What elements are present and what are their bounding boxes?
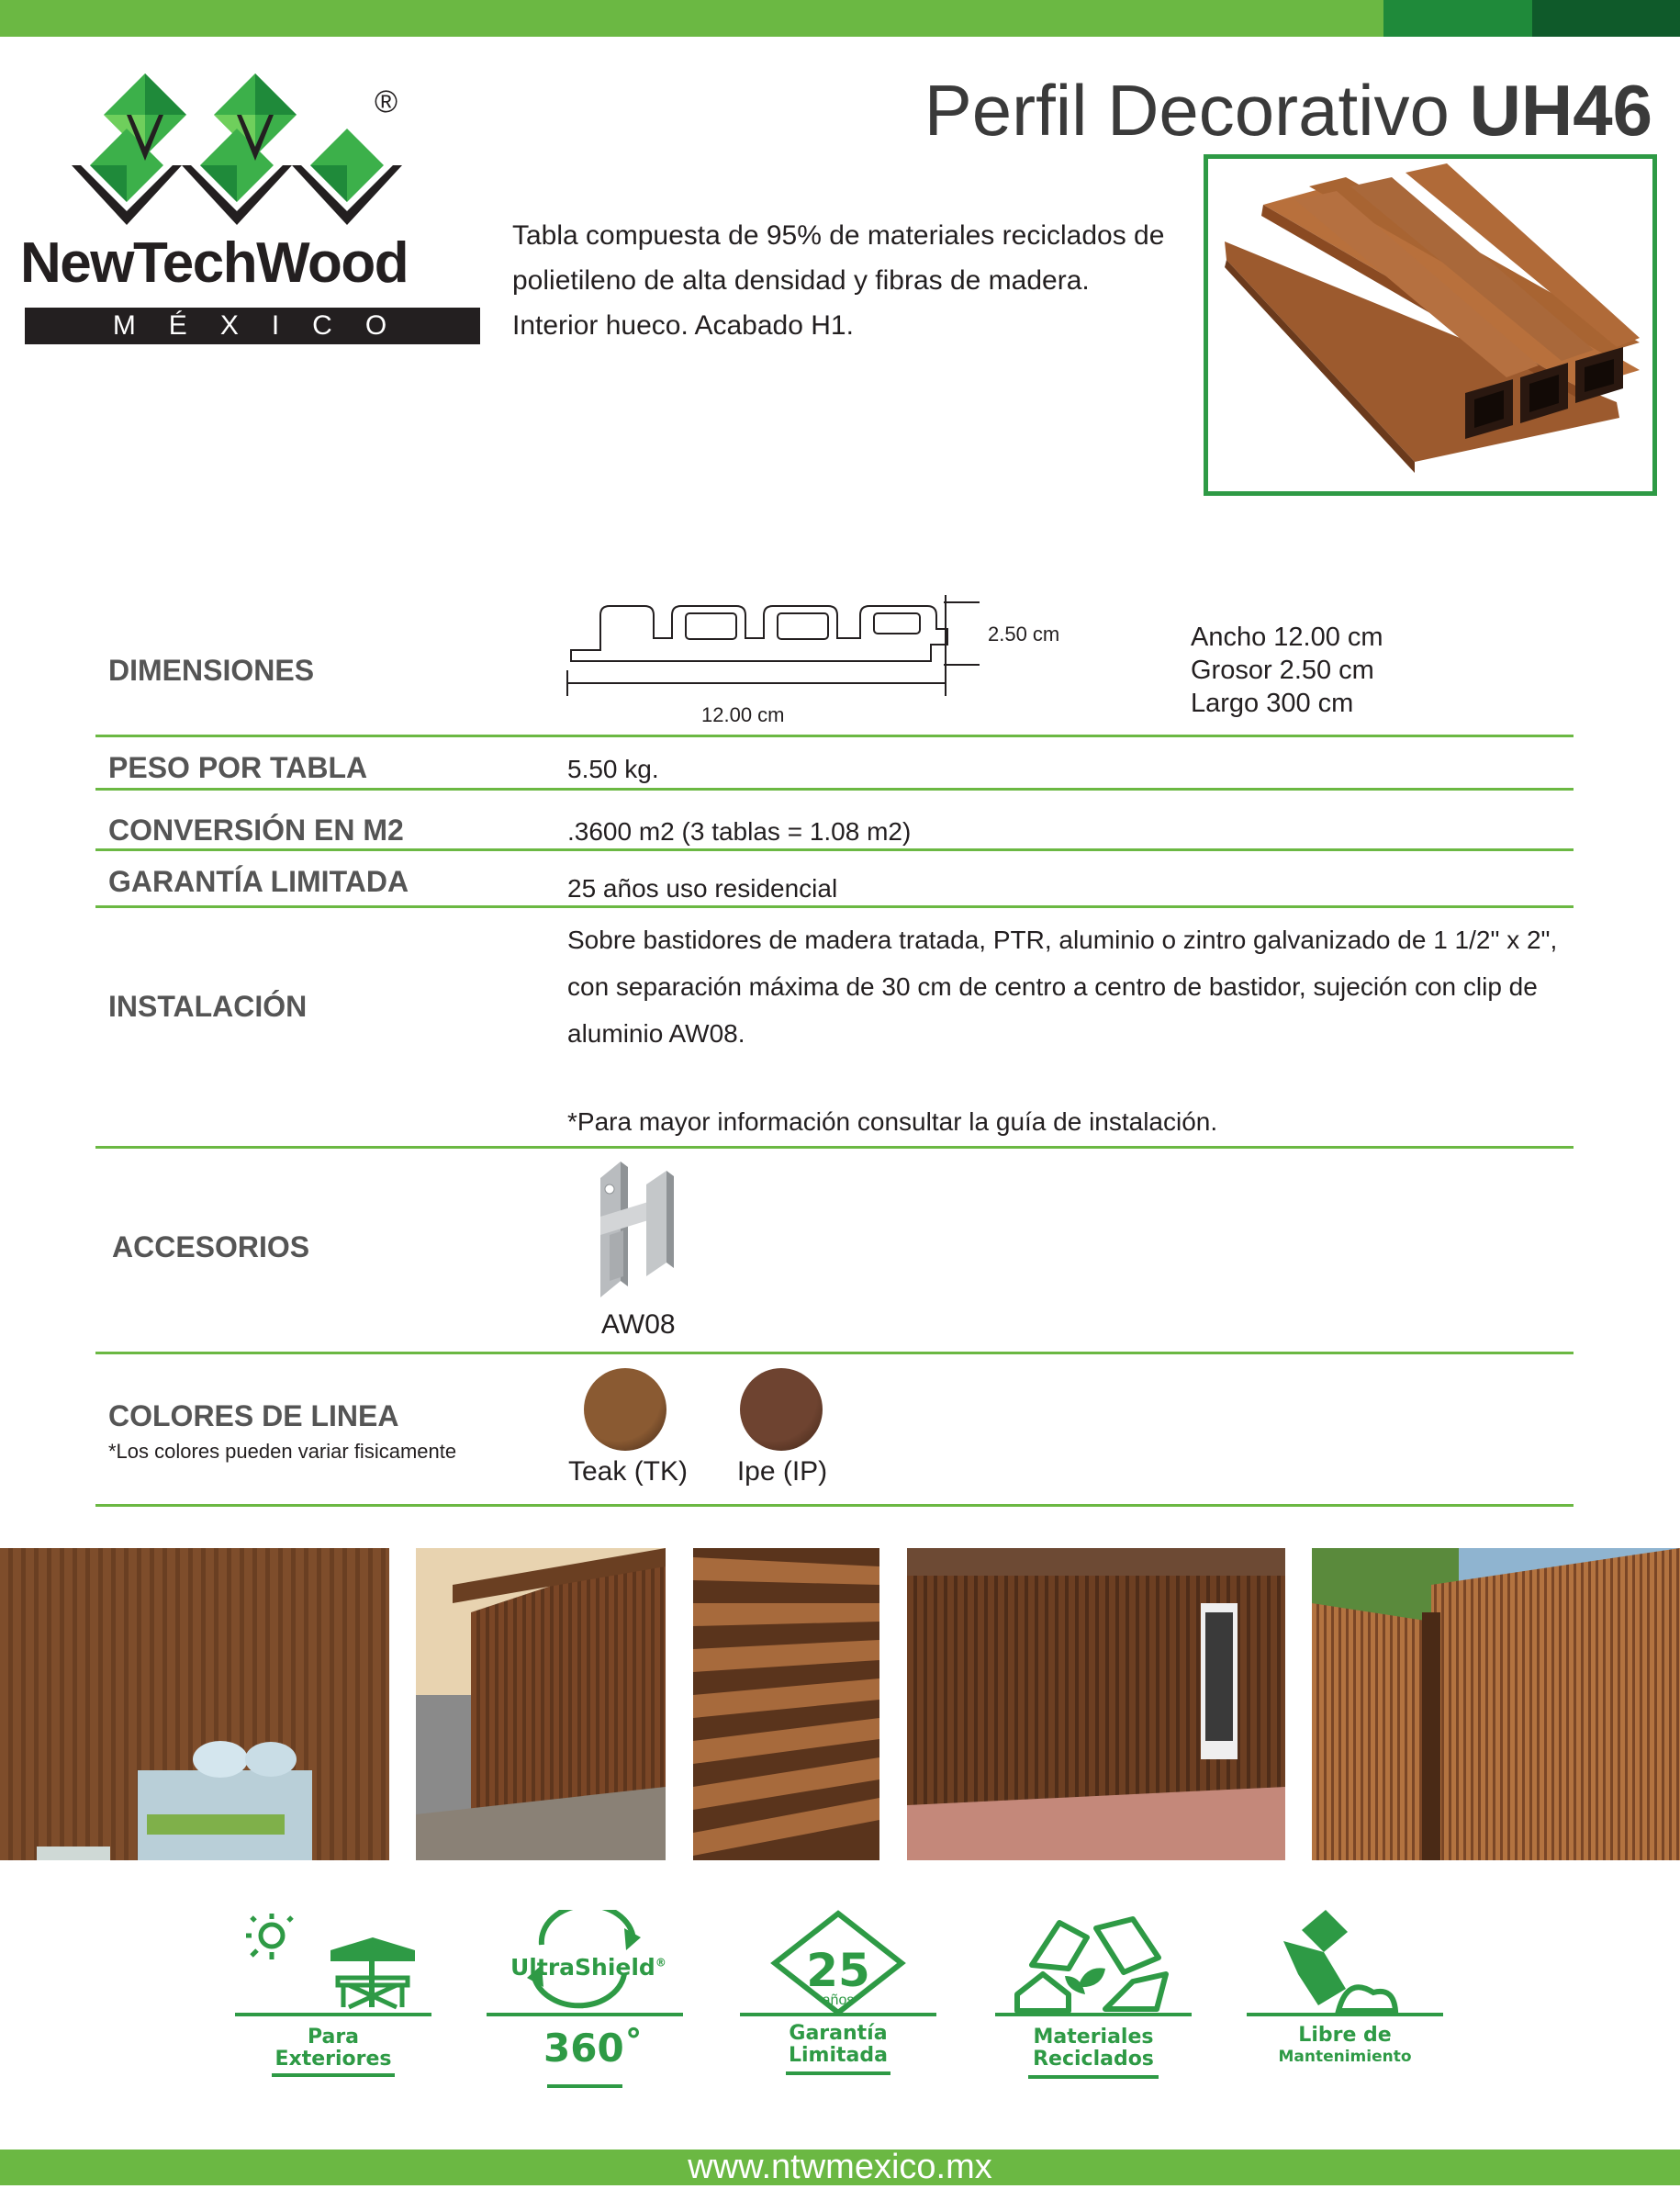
feature-outdoors-line1: Para: [307, 2026, 360, 2049]
ultrashield-text: UltraShield: [510, 1954, 655, 1981]
top-bar-accent-dark: [1532, 0, 1680, 37]
feature-warranty: [740, 1910, 936, 2094]
sun-gazebo-icon: [235, 1910, 431, 2020]
divider: [95, 1504, 1574, 1507]
feature-recycled-line2: Reciclados: [1033, 2048, 1154, 2071]
website-link[interactable]: www.ntwmexico.mx: [688, 2148, 992, 2186]
accessory-name: AW08: [601, 1309, 676, 1340]
accessories-label: ACCESORIOS: [112, 1230, 310, 1263]
divider: [95, 735, 1574, 737]
feature-recycled: [995, 1910, 1192, 2094]
feature-maintenance-line1: Libre de: [1298, 2024, 1392, 2047]
warranty-value: 25 años uso residencial: [567, 874, 838, 903]
divider: [95, 848, 1574, 851]
installation-label: INSTALACIÓN: [108, 990, 308, 1023]
color-name-ipe: Ipe (IP): [736, 1456, 828, 1487]
feature-underline: [547, 2084, 622, 2088]
aluminum-clip-icon: [582, 1162, 683, 1299]
feature-underline: [786, 2071, 890, 2075]
brand-name: NewTechWood: [20, 231, 409, 295]
feature-360: [543, 2026, 644, 2071]
feature-outdoors-line2: Exteriores: [274, 2048, 392, 2071]
feature-maintenance-line2: Mantenimiento: [1278, 2048, 1412, 2066]
divider: [95, 1146, 1574, 1149]
page-title: [924, 64, 1652, 156]
recycle-icon: [995, 1910, 1192, 2020]
conversion-value: .3600 m2 (3 tablas = 1.08 m2): [567, 817, 912, 846]
dimension-width: Ancho 12.00 cm: [1191, 623, 1383, 652]
weight-value: 5.50 kg.: [567, 755, 659, 783]
divider: [95, 1352, 1574, 1354]
feature-ultrashield: [487, 1910, 683, 2094]
warranty-label: GARANTÍA LIMITADA: [108, 865, 409, 898]
color-name-teak: Teak (TK): [567, 1456, 689, 1487]
installation-text: Sobre bastidores de madera tratada, PTR, aluminio o zintro galvanizado de 1 1/2" x 2", con separación máxima de 30 cm de centro a centro de bastidor, sujeción con clip de aluminio AW08.: [567, 926, 1558, 1048]
installation-note: *Para mayor información consultar la guía de instalación.: [567, 1107, 1218, 1136]
dimension-thickness: Grosor 2.50 cm: [1191, 656, 1374, 685]
color-swatch-ipe: [740, 1368, 823, 1451]
gallery-photo-patio: [416, 1548, 666, 1860]
dimensions-label: DIMENSIONES: [108, 654, 315, 687]
warranty-number: 25: [806, 1944, 870, 1997]
feature-outdoors: [235, 1910, 431, 2094]
product-photo: [1204, 154, 1657, 496]
product-description: Tabla compuesta de 95% de materiales reciclados de polietileno de alta densidad y fibras de madera. Interior hueco. Acabado H1.: [512, 220, 1165, 341]
warranty-years: años: [822, 1993, 855, 2008]
feature-warranty-line1: Garantía: [789, 2022, 888, 2045]
feature-warranty-line2: Limitada: [789, 2044, 888, 2067]
feature-360-number: 360: [543, 2026, 624, 2071]
title-prefix: Perfil Decorativo: [924, 70, 1470, 151]
dimension-length: Largo 300 cm: [1191, 689, 1354, 718]
gallery-photo-fence: [1312, 1548, 1680, 1860]
drawing-width-label: 12.00 cm: [701, 703, 785, 726]
dimensions-values: [1191, 621, 1383, 720]
weight-label: PESO POR TABLA: [108, 751, 368, 784]
top-bar-accent: [1383, 0, 1532, 37]
gallery-photo-interior-wall: [0, 1548, 389, 1860]
divider: [95, 905, 1574, 908]
drawing-height-label: 2.50 cm: [988, 623, 1060, 645]
ultrashield-reg: ®: [655, 1956, 666, 1970]
feature-underline: [1028, 2075, 1159, 2079]
gallery-photo-terrace: [907, 1548, 1285, 1860]
conversion-label: CONVERSIÓN EN M2: [108, 814, 404, 847]
color-swatch-teak: [584, 1368, 666, 1451]
feature-maintenance: [1247, 1910, 1443, 2094]
feature-underline: [272, 2073, 395, 2077]
title-model: UH46: [1469, 70, 1652, 151]
feature-recycled-line1: Materiales: [1033, 2026, 1154, 2049]
brush-icon: [1247, 1910, 1443, 2020]
feature-360-degree: ˚: [623, 2026, 644, 2071]
ultrashield-badge: [510, 1954, 666, 1981]
divider: [95, 788, 1574, 791]
colors-label: COLORES DE LINEA: [108, 1399, 399, 1432]
registered-mark: ®: [375, 84, 398, 119]
brand-country: MÉXICO: [25, 308, 480, 344]
colors-note: *Los colores pueden variar fisicamente: [108, 1440, 457, 1463]
gallery-photo-closeup: [693, 1548, 879, 1860]
